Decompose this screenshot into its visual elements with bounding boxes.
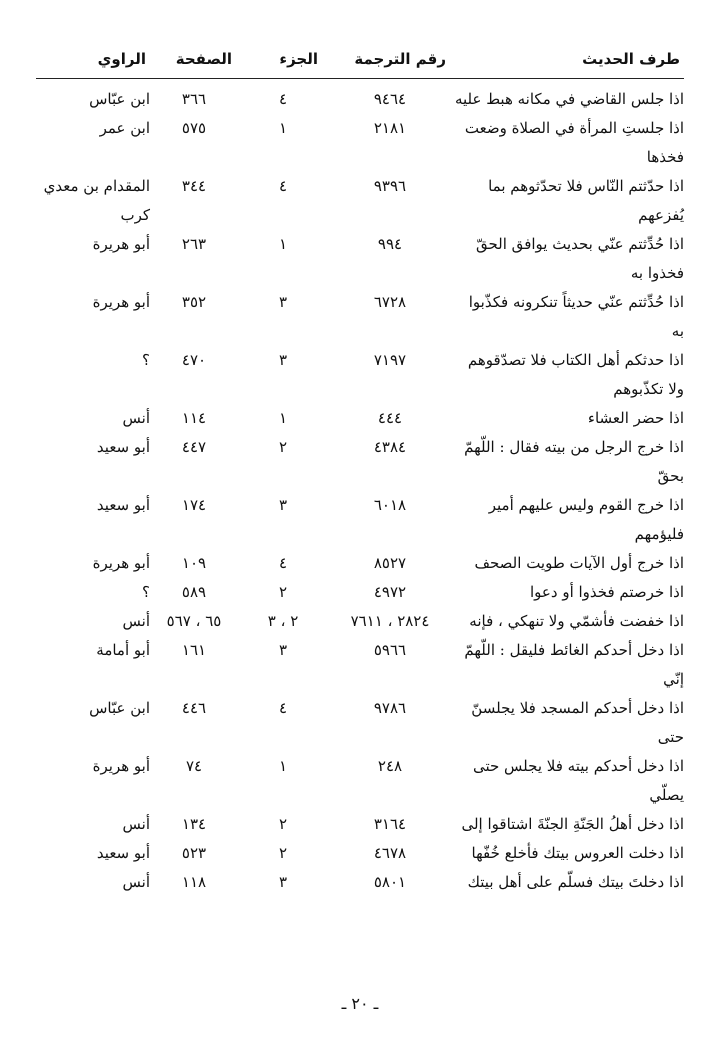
page-number-cell: ٣٤٤ [181,177,207,195]
page-number-cell: ٣٥٢ [181,293,207,311]
narrator-name: ؟ [142,351,150,369]
hadith-text: اذا دخل أهلُ الجَنّةِ الجنّةَ اشتاقوا إلى [461,815,684,833]
narrator-name: أبو سعيد [96,844,150,862]
juz-number: ٢ ، ٣ [267,612,299,630]
page-number-cell: ٦٥ ، ٥٦٧ [166,612,222,630]
table-row [36,114,684,172]
page-number-cell: ١١٤ [181,409,207,427]
tarjama-number: ٤٦٧٨ [373,844,407,862]
page-number-cell: ٧٤ [185,757,203,775]
hadith-text: اذا جلس القاضي في مكانه هبط عليه [454,90,684,108]
tarjama-number: ٨٥٢٧ [373,554,407,572]
hadith-text: اذا دخل أحدكم بيته فلا يجلس حتى يصلّي [472,757,684,804]
header-narrator: الراوي [97,50,146,68]
narrator-name: أبو هريرة [92,293,150,311]
juz-number: ٤ [278,554,288,572]
table-row [36,433,684,491]
narrator-name: أنس [122,873,150,891]
narrator-name: ابن عبّاس [89,699,150,717]
page-number-cell: ٢٦٣ [181,235,207,253]
tarjama-number: ٥٩٦٦ [373,641,407,659]
table-row [36,578,684,607]
hadith-text: اذا خفضت فأشمّي ولا تنهكي ، فإنه [469,612,684,630]
page-number-cell: ٣٦٦ [181,90,207,108]
page-number-cell: ٥٨٩ [181,583,207,601]
hadith-text: اذا خرصتم فخذوا أو دعوا [530,583,684,601]
narrator-name: أبو هريرة [92,554,150,572]
tarjama-number: ٤٩٧٢ [373,583,407,601]
table-row [36,636,684,694]
table-row [36,607,684,636]
header-tarjama: رقم الترجمة [354,50,446,68]
narrator-name: أبو هريرة [92,235,150,253]
narrator-name: أنس [122,815,150,833]
hadith-text: اذا حضر العشاء [587,409,684,427]
hadith-text: اذا حُدِّثتم عنّي بحديث يوافق الحقّ فخذوا به [475,235,684,282]
hadith-text: اذا حُدِّثتم عنّي حديثاً تنكرونه فكذّبوا به [468,293,684,340]
juz-number: ١ [278,119,288,137]
table-row [36,491,684,549]
page-number-cell: ١٦١ [181,641,207,659]
header-divider [36,78,684,79]
narrator-name: أنس [122,612,150,630]
tarjama-number: ٩٧٨٦ [373,699,407,717]
tarjama-number: ٩٤٦٤ [373,90,407,108]
table-row [36,85,684,114]
juz-number: ٣ [278,351,288,369]
narrator-name: أبو أمامة [96,641,150,659]
narrator-name: أبو هريرة [92,757,150,775]
narrator-name: أبو سعيد [96,496,150,514]
narrator-name: أبو سعيد [96,438,150,456]
narrator-name: أنس [122,409,150,427]
table-row [36,839,684,868]
tarjama-number: ٢٨٢٤ ، ٧٦١١ [350,612,430,630]
juz-number: ٣ [278,873,288,891]
juz-number: ٤ [278,177,288,195]
juz-number: ٤ [278,699,288,717]
narrator-name: ابن عمر [99,119,150,137]
tarjama-number: ٣١٦٤ [373,815,407,833]
juz-number: ١ [278,409,288,427]
tarjama-number: ٩٩٤ [377,235,403,253]
page-number-cell: ١٧٤ [181,496,207,514]
header-hadith: طرف الحديث [582,50,680,68]
hadith-text: اذا دخل أحدكم المسجد فلا يجلسنّ حتى [471,699,684,746]
hadith-text: اذا دخلت العروس بيتك فأخلع خُفّها [471,844,684,862]
page-number-cell: ١١٨ [181,873,207,891]
hadith-text: اذا جلستِ المرأة في الصلاة وضعت فخذها [464,119,684,166]
juz-number: ٣ [278,293,288,311]
hadith-text: اذا حدّثتم النّاس فلا تحدّثوهم بما يُفزعهم [488,177,684,224]
juz-number: ٢ [278,844,288,862]
table-row [36,868,684,897]
page-number-cell: ٤٤٧ [181,438,207,456]
hadith-text: اذا خرج الرجل من بيته فقال : اللّهمّ بحقّ [464,438,684,485]
juz-number: ٢ [278,438,288,456]
tarjama-number: ٩٣٩٦ [373,177,407,195]
narrator-name: ؟ [142,583,150,601]
table-row [36,346,684,404]
table-row [36,752,684,810]
page-number-cell: ٤٧٠ [181,351,207,369]
juz-number: ٣ [278,496,288,514]
page-number-cell: ٤٤٦ [181,699,207,717]
tarjama-number: ٥٨٠١ [373,873,407,891]
juz-number: ١ [278,235,288,253]
juz-number: ١ [278,757,288,775]
hadith-text: اذا دخل أحدكم الغائط فليقل : اللّهمّ إنّي [464,641,684,688]
table-row [36,404,684,433]
hadith-text: اذا خرج القوم وليس عليهم أمير فليؤمهم [488,496,684,543]
tarjama-number: ٢١٨١ [373,119,407,137]
header-juz: الجزء [279,50,318,68]
hadith-text: اذا دخلتَ بيتك فسلّم على أهل بيتك [467,873,684,891]
juz-number: ٢ [278,583,288,601]
page-number-cell: ١٣٤ [181,815,207,833]
hadith-text: اذا حدثكم أهل الكتاب فلا تصدّقوهم ولا تكذّبوهم [467,351,684,398]
page-number-cell: ٥٧٥ [181,119,207,137]
tarjama-number: ٤٤٤ [377,409,403,427]
table-body [36,85,684,897]
table-row [36,549,684,578]
juz-number: ٢ [278,815,288,833]
table-row [36,172,684,230]
tarjama-number: ٤٣٨٤ [373,438,407,456]
table-row [36,230,684,288]
page-number: ـ ٢٠ ـ [341,994,379,1013]
table-row [36,810,684,839]
narrator-name: ابن عبّاس [89,90,150,108]
page-number-cell: ١٠٩ [181,554,207,572]
table-row [36,694,684,752]
juz-number: ٣ [278,641,288,659]
hadith-text: اذا خرج أول الآيات طويت الصحف [474,554,684,572]
header-page: الصفحة [175,50,232,68]
hadith-index-table [36,85,684,897]
narrator-name: المقدام بن معدي كرب [43,177,150,224]
juz-number: ٤ [278,90,288,108]
tarjama-number: ٧١٩٧ [373,351,407,369]
table-row [36,288,684,346]
page-number-cell: ٥٢٣ [181,844,207,862]
tarjama-number: ٦٧٢٨ [373,293,407,311]
tarjama-number: ٢٤٨ [377,757,403,775]
tarjama-number: ٦٠١٨ [373,496,407,514]
